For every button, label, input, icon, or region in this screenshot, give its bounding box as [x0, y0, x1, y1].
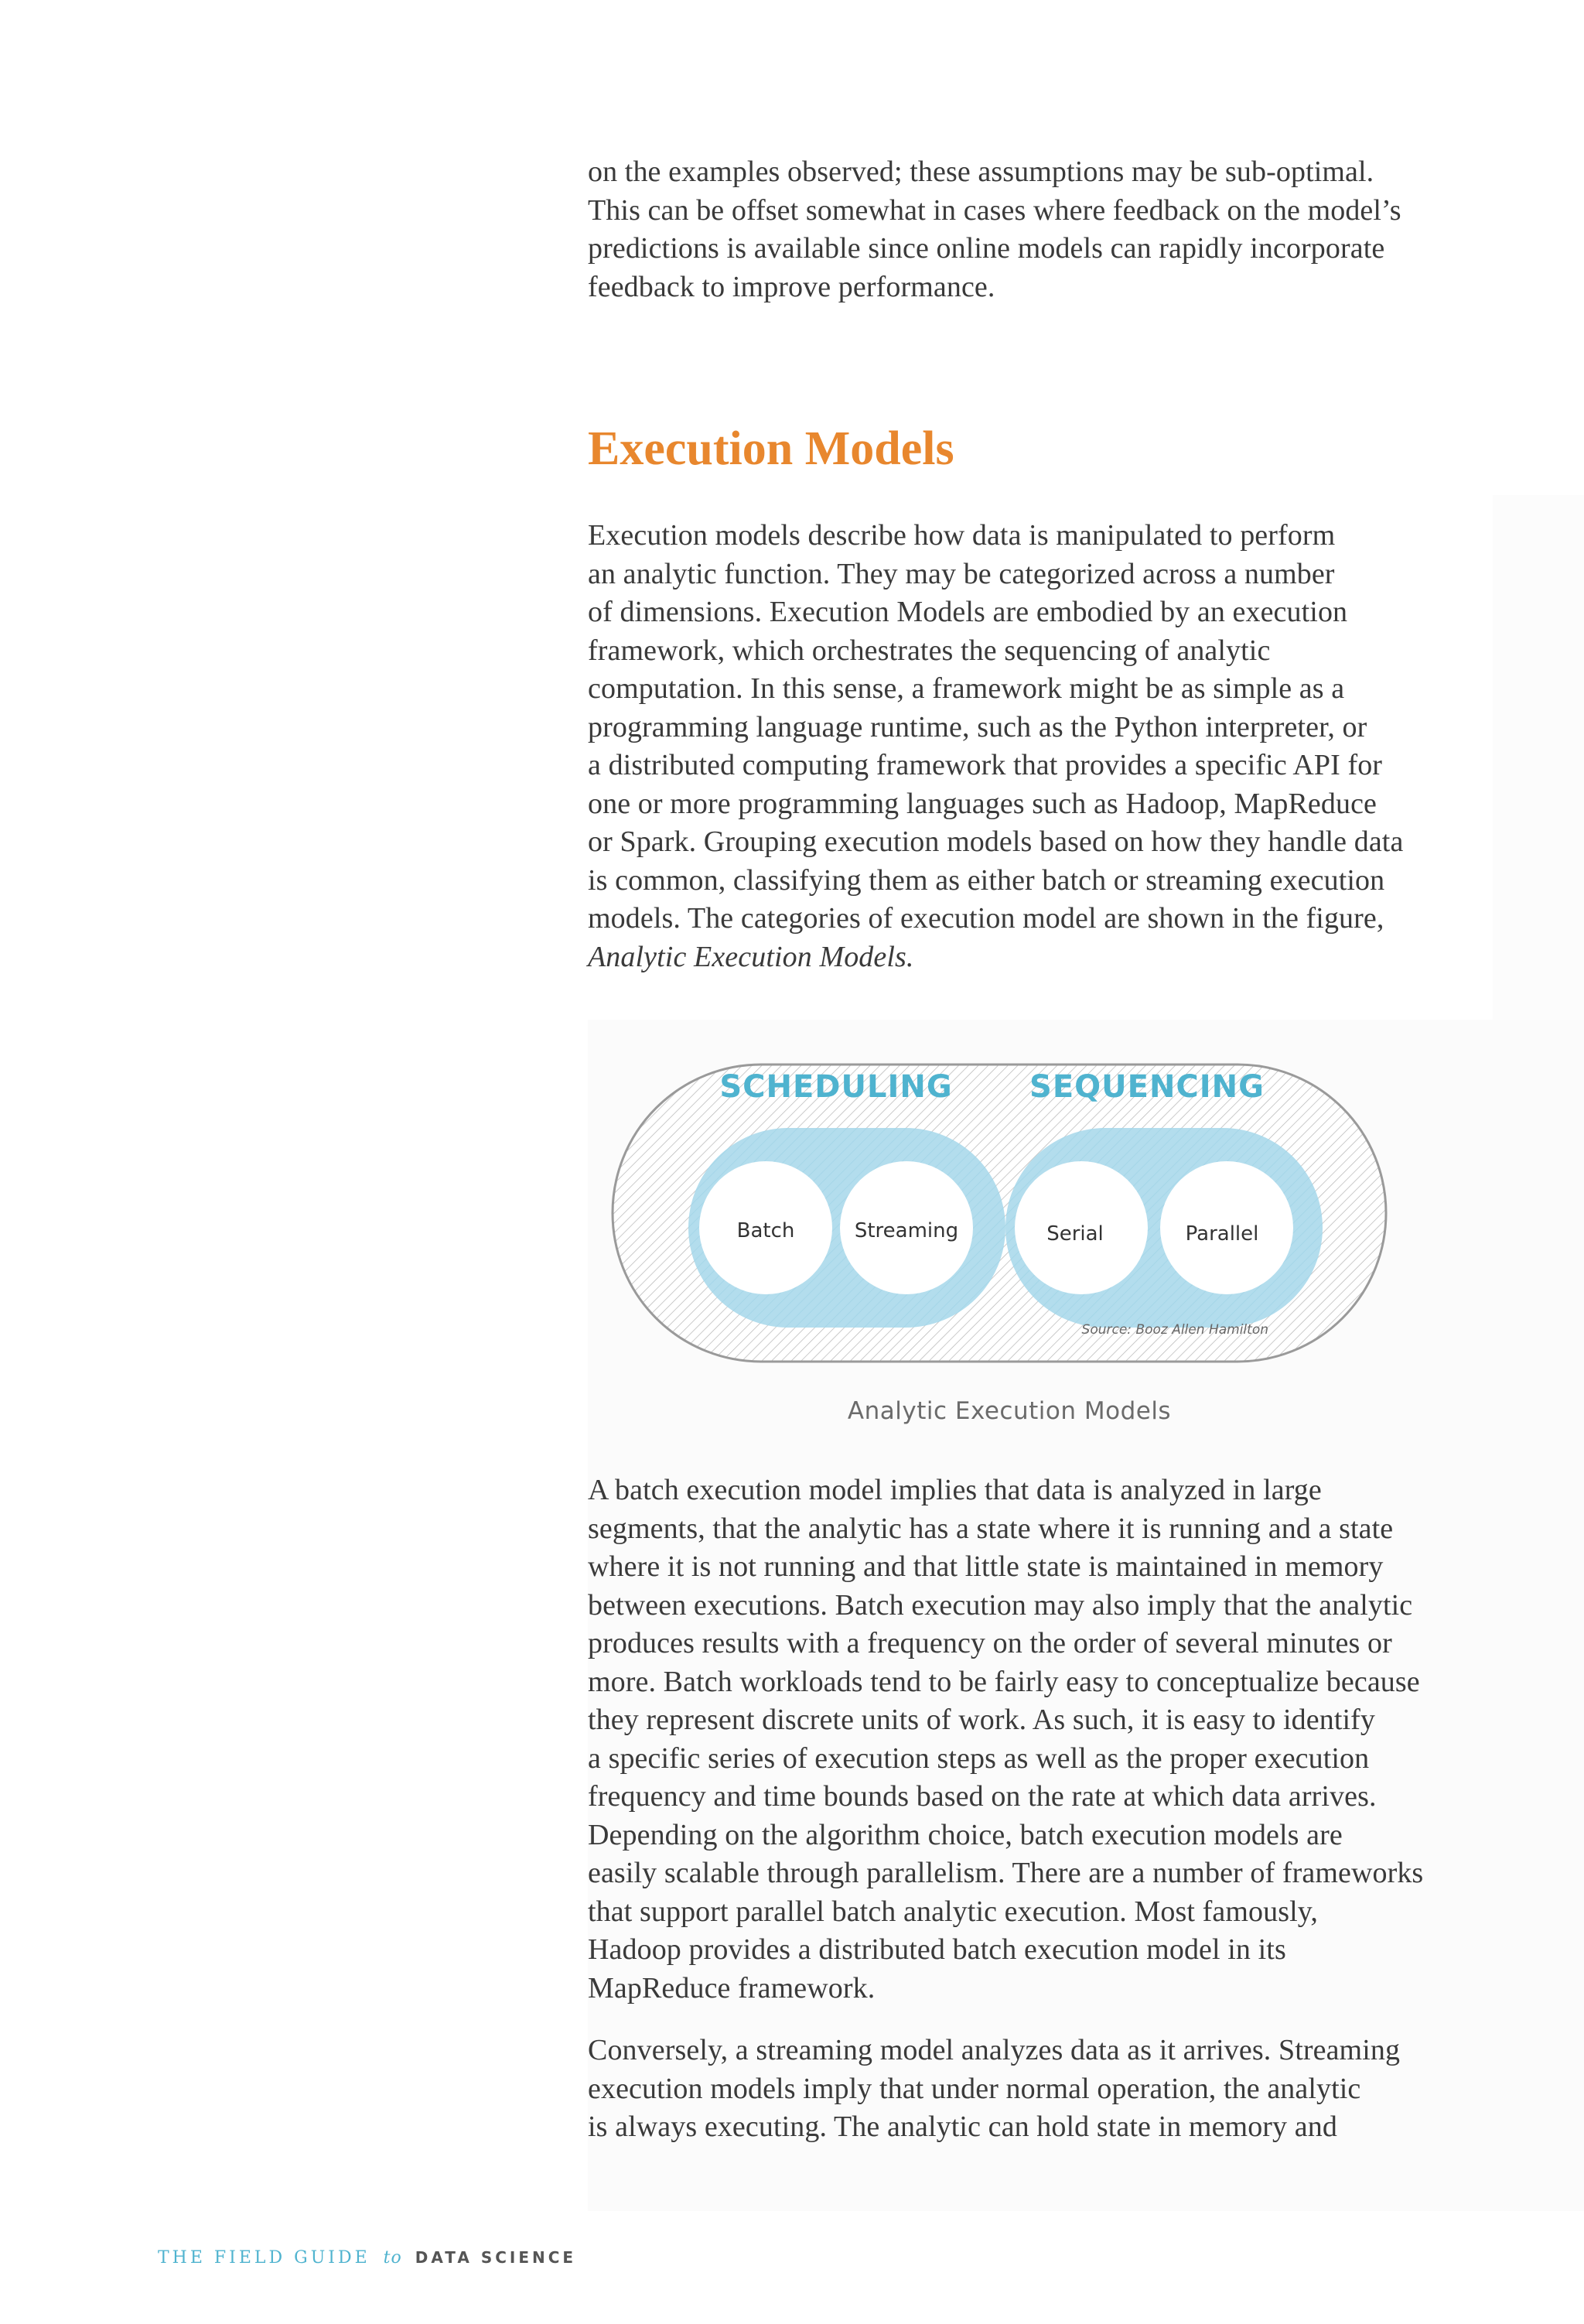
text-line: a specific series of execution steps as well as the proper execution [588, 1741, 1370, 1775]
footer-connector: to [383, 2248, 402, 2268]
execution-models-paragraph [588, 517, 1500, 976]
analytic-execution-models-diagram [611, 1058, 1392, 1368]
text-line: segments, that the analytic has a state where it is running and a state [588, 1512, 1394, 1545]
text-line: Execution models describe how data is manipulated to perform [588, 519, 1336, 552]
text-line: between executions. Batch execution may also imply that the analytic [588, 1588, 1413, 1622]
sequencing-label: SEQUENCING [1029, 1069, 1265, 1105]
footer-title: THE FIELD GUIDE [158, 2248, 370, 2268]
text-line: computation. In this sense, a framework might be as simple as a [588, 672, 1345, 705]
batch-paragraph [588, 1471, 1500, 2008]
text-line: that support parallel batch analytic execution. Most famously, [588, 1895, 1318, 1928]
source-note: Source: Booz Allen Hamilton [1081, 1322, 1268, 1338]
footer-subtitle: DATA SCIENCE [415, 2248, 577, 2267]
text-line: predictions is available since online models can rapidly incorporate [588, 232, 1385, 265]
text-line: where it is not running and that little state is maintained in memory [588, 1550, 1384, 1583]
text-line: Depending on the algorithm choice, batch execution models are [588, 1818, 1343, 1851]
figure-reference: Analytic Execution Models. [588, 940, 914, 973]
text-line: one or more programming languages such as Hadoop, MapReduce [588, 787, 1377, 820]
text-line: more. Batch workloads tend to be fairly easy to conceptualize because [588, 1665, 1420, 1698]
text-line: of dimensions. Execution Models are embodied by an execution [588, 596, 1348, 628]
page-shade-upper [1493, 495, 1584, 1020]
text-line: or Spark. Grouping execution models based on how they handle data [588, 825, 1404, 858]
text-line: they represent discrete units of work. As such, it is easy to identify [588, 1704, 1376, 1736]
text-line: a distributed computing framework that provides a specific API for [588, 749, 1383, 781]
streaming-label: Streaming [854, 1219, 959, 1242]
text-line: framework, which orchestrates the sequencing of analytic [588, 634, 1271, 667]
intro-paragraph [588, 153, 1500, 306]
serial-label: Serial [1046, 1222, 1104, 1246]
text-line: A batch execution model implies that data is analyzed in large [588, 1474, 1322, 1506]
text-line: Hadoop provides a distributed batch execution model in its [588, 1933, 1286, 1966]
figure-caption: Analytic Execution Models [847, 1397, 1172, 1425]
text-line: MapReduce framework. [588, 1971, 876, 2004]
text-line: is common, classifying them as either batch or streaming execution [588, 863, 1385, 897]
text-line: on the examples observed; these assumptions may be sub-optimal. [588, 156, 1374, 188]
parallel-label: Parallel [1185, 1222, 1259, 1246]
batch-label: Batch [736, 1219, 795, 1242]
text-line: produces results with a frequency on the order of several minutes or [588, 1627, 1392, 1659]
text-line: feedback to improve performance. [588, 270, 995, 303]
text-line: This can be offset somewhat in cases where feedback on the model’s [588, 193, 1401, 227]
running-footer [158, 2248, 576, 2268]
text-line: easily scalable through parallelism. There are a number of frameworks [588, 1857, 1424, 1889]
text-line: an analytic function. They may be categorized across a number [588, 557, 1335, 590]
streaming-paragraph [588, 2032, 1500, 2147]
section-heading: Execution Models [588, 422, 954, 475]
text-line: execution models imply that under normal operation, the analytic [588, 2072, 1361, 2105]
text-line: frequency and time bounds based on the rate at which data arrives. [588, 1780, 1377, 1813]
scheduling-label: SCHEDULING [719, 1069, 953, 1105]
text-line: Conversely, a streaming model analyzes data as it arrives. Streaming [588, 2034, 1401, 2066]
text-line: is always executing. The analytic can hold state in memory and [588, 2110, 1337, 2143]
text-line: models. The categories of execution model are shown in the figure, [588, 902, 1384, 935]
text-line: programming language runtime, such as the Python interpreter, or [588, 710, 1367, 743]
